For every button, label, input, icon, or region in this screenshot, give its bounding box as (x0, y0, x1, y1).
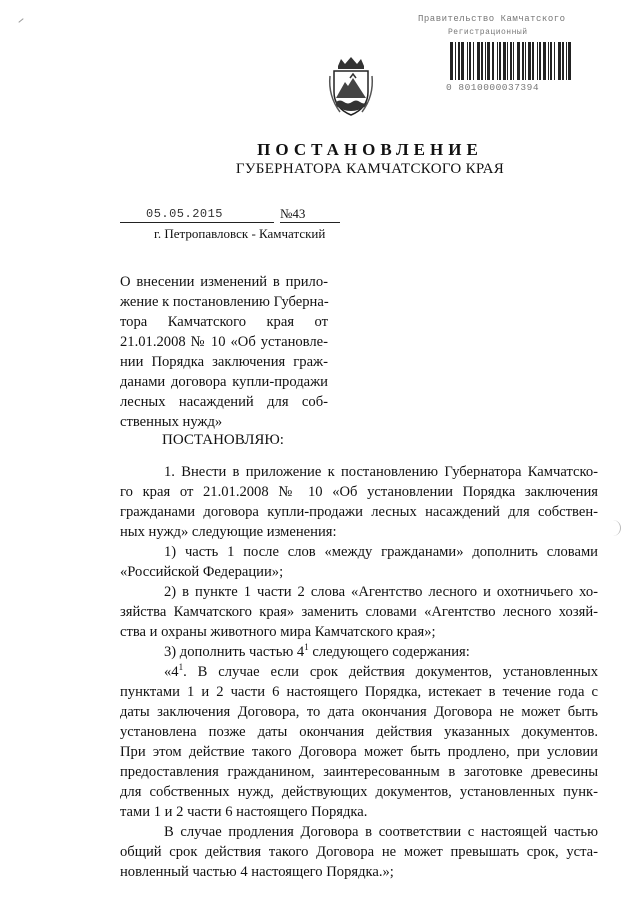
body-line: 2) в пункте 1 части 2 слова «Агентство лесного и охотничьего хо- (164, 584, 598, 600)
body-line: общий срок действия такого Договора не может превышать срок, уста- (120, 844, 598, 860)
body-line: При этом действие такого Договора может быть продлено, при условии (120, 744, 598, 760)
body-line: ных нужд» следующие изменения: (120, 524, 337, 540)
scan-mark (18, 18, 23, 23)
document-body (120, 462, 598, 882)
subject-line: ственных нужд» (120, 414, 223, 430)
registration-stamp-line1: Правительство Камчатского (418, 14, 566, 24)
document-subtitle: ГУБЕРНАТОРА КАМЧАТСКОГО КРАЯ (235, 161, 505, 177)
body-line: 1. Внести в приложение к постановлению Губернатора Камчатско- (164, 464, 598, 480)
body-line: В случае продления Договора в соответствии с настоящей частью (164, 824, 598, 840)
subject-line: нии Порядка заключения граж- (120, 354, 328, 370)
registration-stamp-line2: Регистрационный (448, 28, 528, 37)
body-text: . В случае если срок действия документов, установленных (183, 664, 598, 680)
number-underline (280, 222, 340, 223)
subject-line: лесных насаждений для соб- (120, 394, 328, 410)
body-text: следующего содержания: (308, 644, 470, 660)
superscript: 1 (304, 642, 309, 653)
document-place: г. Петропавловск - Камчатский (154, 226, 326, 241)
body-line: для собственных нужд, действующих документов, установленных пунк- (120, 784, 598, 800)
body-line: тами 1 и 2 части 6 настоящего Порядка. (120, 804, 368, 820)
body-text: «4 (164, 664, 179, 680)
body-text: 3) дополнить частью 4 (164, 644, 305, 660)
subject-line: тора Камчатского края от (120, 314, 328, 330)
barcode (450, 42, 600, 80)
date-underline (120, 222, 274, 223)
body-line: «Российской Федерации»; (120, 564, 284, 580)
body-line (120, 642, 598, 662)
body-line: предоставления гражданином, заинтересованным в заготовке древесины (120, 764, 598, 780)
body-line: 1) часть 1 после слов «между гражданами» дополнить словами (164, 544, 598, 560)
body-line: го края от 21.01.2008 № 10 «Об установлении Порядка заключения (120, 484, 598, 500)
subject-line: жение к постановлению Губерна- (120, 294, 329, 310)
barcode-number: 0 8010000037394 (446, 82, 540, 93)
superscript: 1 (178, 662, 184, 673)
body-line: ства и охраны животного мира Камчатского края»; (120, 624, 436, 640)
document-subject (120, 272, 328, 432)
subject-line: 21.01.2008 № 10 «Об установле- (120, 334, 328, 350)
document-number: №43 (280, 206, 306, 221)
body-line: пунктами 1 и 2 части 6 настоящего Порядка, истекает в течение года с (120, 684, 598, 700)
coat-of-arms-emblem (326, 56, 376, 118)
body-line: зяйства Камчатского края» заменить словами «Агентство лесного хозяй- (120, 604, 598, 620)
decree-word: ПОСТАНОВЛЯЮ: (162, 432, 284, 448)
body-line: новленный частью 4 настоящего Порядка.»; (120, 864, 394, 880)
document-title: ПОСТАНОВЛЕНИЕ (257, 140, 483, 159)
body-line: даты заключения Договора, то дата окончания Договора не может быть (120, 704, 598, 720)
body-line: установлена позже даты окончания действия указанных документов. (120, 724, 598, 740)
body-line (120, 662, 598, 682)
scan-mark (612, 520, 621, 536)
document-date: 05.05.2015 (146, 207, 224, 221)
subject-line: данами договора купли-продажи (120, 374, 328, 390)
subject-line: О внесении изменений в прило- (120, 274, 328, 290)
body-line: гражданами договора купли-продажи лесных насаждений для собствен- (120, 504, 598, 520)
